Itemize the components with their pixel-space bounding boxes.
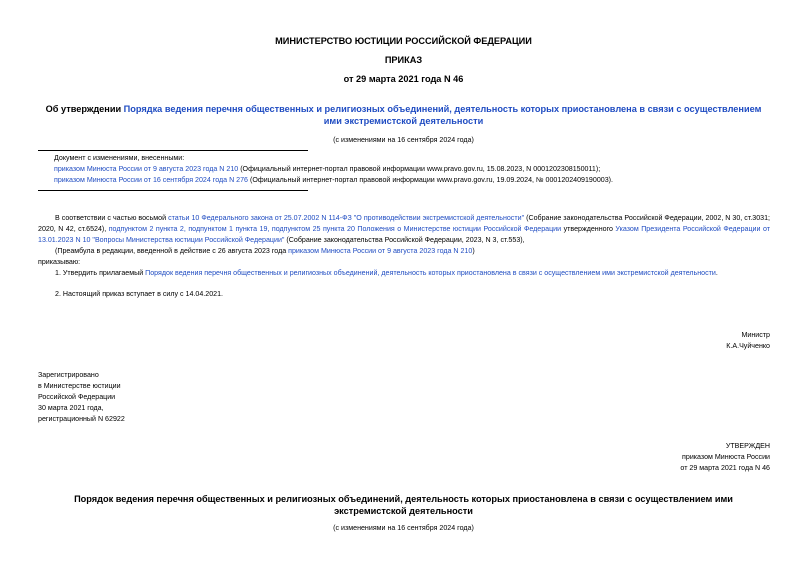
preamble-text: утвержденного <box>561 225 616 233</box>
edition-order-link[interactable]: приказом Минюста России от 9 августа 2023 года N 210 <box>288 247 473 255</box>
changes-intro: Документ с изменениями, внесенными: <box>54 154 185 162</box>
signature-position: Министр <box>741 331 770 339</box>
registration-line: Зарегистрировано <box>38 371 99 379</box>
order-word: приказываю: <box>38 258 81 266</box>
changes-item-link[interactable]: приказом Минюста России от 9 августа 2023 года N 210 <box>54 165 239 173</box>
law-link[interactable]: статьи 10 Федерального закона от 25.07.2002 N 114-ФЗ "О противодействии экстремистской деятельности" <box>168 214 525 222</box>
changes-item-link[interactable]: приказом Минюста России от 16 сентября 2024 года N 276 <box>54 176 249 184</box>
clause-2: 2. Настоящий приказ вступает в силу с 14.04.2021. <box>55 290 224 298</box>
preamble-text: (Собрание законодательства Российской Федерации, 2002, N 30, ст.3031; 2020, N 42, ст.6524), <box>38 214 771 233</box>
approved-line: приказом Минюста России <box>682 453 770 461</box>
title-prefix: Об утверждении <box>45 104 124 114</box>
registration-line: регистрационный N 62922 <box>38 415 125 423</box>
preamble-paragraph <box>38 213 770 246</box>
signature-block <box>570 330 770 352</box>
changes-top-rule <box>38 150 308 151</box>
changes-item-text: (Официальный интернет-портал правовой информации www.pravo.gov.ru, 19.09.2024, № 0001202409190003). <box>248 176 613 184</box>
procedure-link[interactable]: Порядок ведения перечня общественных и религиозных объединений, деятельность которых приостановлена в связи с осуществлением ими экстремистской деятельности <box>145 269 716 277</box>
decree-link[interactable]: Указом Президента Российской Федерации от 13.01.2023 N 10 "Вопросы Министерства юстиции Российской Федерации" <box>38 225 770 244</box>
changes-bottom-rule <box>38 190 308 191</box>
clause-text: 1. Утвердить прилагаемый <box>55 269 146 277</box>
appendix-revision-note: (с изменениями на 16 сентября 2024 года) <box>333 524 474 532</box>
doc-type-heading: ПРИКАЗ <box>384 55 423 65</box>
regulation-link[interactable]: подпунктом 2 пункта 2, подпунктом 1 пункта 19, подпунктом 25 пункта 20 Положения о Министерстве юстиции Российской Федерации <box>108 225 562 233</box>
signature-name: К.А.Чуйченко <box>726 342 770 350</box>
changes-item-text: (Официальный интернет-портал правовой информации www.pravo.gov.ru, 15.08.2023, N 0001202308150011); <box>238 165 601 173</box>
preamble-text: В соответствии с частью восьмой <box>55 214 169 222</box>
ministry-heading: МИНИСТЕРСТВО ЮСТИЦИИ РОССИЙСКОЙ ФЕДЕРАЦИИ <box>275 36 532 46</box>
approved-block <box>570 441 770 474</box>
title-link[interactable]: Порядка ведения перечня общественных и религиозных объединений, деятельность которых приостановлена в связи с осуществлением ими экстремистской деятельности <box>123 104 762 126</box>
registration-block <box>38 370 238 425</box>
revision-note: (с изменениями на 16 сентября 2024 года) <box>333 136 474 144</box>
document-title <box>40 103 767 127</box>
clause-text: . <box>715 269 718 277</box>
edition-text: ) <box>472 247 475 255</box>
preamble-text: (Собрание законодательства Российской Федерации, 2023, N 3, ст.553), <box>284 236 525 244</box>
registration-line: 30 марта 2021 года, <box>38 404 104 412</box>
registration-line: в Министерстве юстиции <box>38 382 121 390</box>
approved-line: УТВЕРЖДЕН <box>725 442 770 450</box>
approved-line: от 29 марта 2021 года N 46 <box>680 464 770 472</box>
doc-date-number: от 29 марта 2021 года N 46 <box>343 74 464 84</box>
changes-box <box>54 153 774 186</box>
registration-line: Российской Федерации <box>38 393 116 401</box>
appendix-title: Порядок ведения перечня общественных и религиозных объединений, деятельность которых приостановлена в связи с осуществлением ими экстремистской деятельности <box>74 494 733 516</box>
preamble-edition-note <box>38 246 770 257</box>
changes-item <box>54 175 774 186</box>
clause-1 <box>38 268 770 279</box>
changes-item <box>54 164 774 175</box>
edition-text: (Преамбула в редакции, введенной в действие с 26 августа 2023 года <box>55 247 289 255</box>
